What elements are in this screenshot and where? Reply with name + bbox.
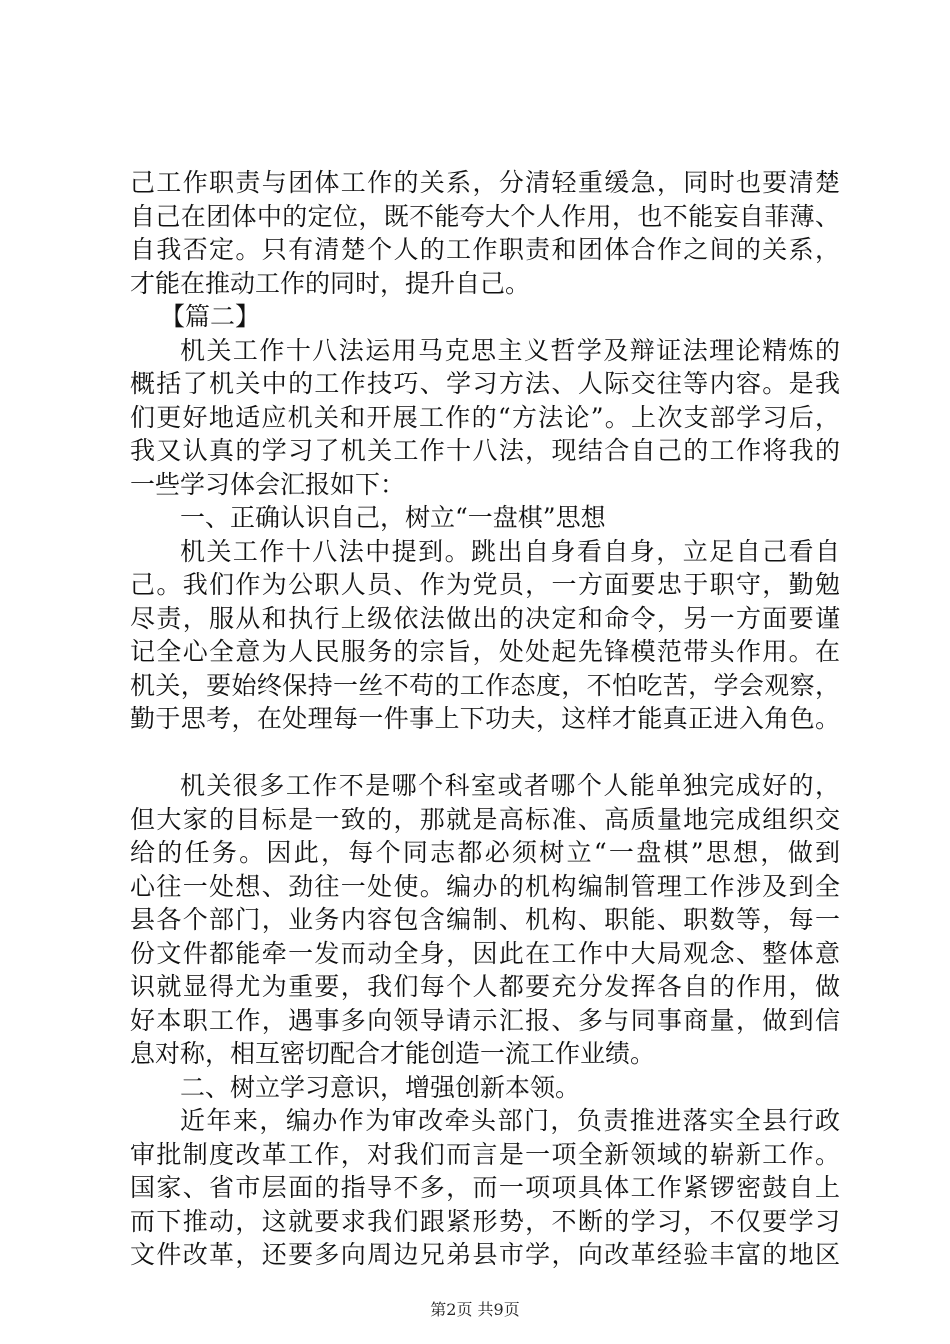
body-text: [130, 166, 840, 1272]
text-line: 审批制度改革工作，对我们而言是一项全新领域的崭新工作。: [130, 1139, 840, 1169]
text-line: 机关，要始终保持一丝不苟的工作态度，不怕吃苦，学会观察，: [130, 670, 840, 700]
text-line: 而下推动，这就要求我们跟紧形势，不断的学习，不仅要学习: [130, 1206, 840, 1236]
text-line: 近年来，编办作为审改牵头部门，负责推进落实全县行政: [180, 1106, 840, 1135]
text-line: 息对称，相互密切配合才能创造一流工作业绩。: [130, 1039, 656, 1068]
text-line: 机关工作十八法中提到。跳出自身看自身，立足自己看自: [180, 536, 840, 566]
text-line: 概括了机关中的工作技巧、学习方法、人际交往等内容。是我: [130, 369, 840, 398]
text-line: 才能在推动工作的同时，提升自己。: [130, 268, 531, 298]
subheading: 二、树立学习意识，增强创新本领。: [180, 1072, 581, 1102]
subheading: 一、正确认识自己，树立“一盘棋”思想: [180, 503, 606, 532]
text-line: 自己在团体中的定位，既不能夸大个人作用，也不能妄自菲薄、: [130, 201, 840, 231]
text-line: 自我否定。只有清楚个人的工作职责和团体合作之间的关系，: [130, 235, 840, 264]
text-line: 勤于思考，在处理每一件事上下功夫，这样才能真正进入角色。: [130, 704, 840, 733]
text-line: 己工作职责与团体工作的关系，分清轻重缓急，同时也要清楚: [130, 168, 840, 197]
text-line: 一些学习体会汇报如下：: [130, 469, 406, 499]
section-heading: 【篇二】: [160, 302, 261, 331]
text-line: 机关工作十八法运用马克思主义哲学及辩证法理论精炼的: [180, 335, 840, 365]
text-line: 份文件都能牵一发而动全身，因此在工作中大局观念、整体意: [130, 938, 840, 968]
text-line: 识就显得尤为重要，我们每个人都要充分发挥各自的作用，做: [130, 972, 840, 1001]
text-line: 记全心全意为人民服务的宗旨，处处起先锋模范带头作用。在: [130, 637, 840, 666]
text-line: 但大家的目标是一致的，那就是高标准、高质量地完成组织交: [130, 804, 840, 834]
text-line: 给的任务。因此，每个同志都必须树立“一盘棋”思想，做到: [130, 838, 840, 867]
page-number-footer: 第2页 共9页: [430, 1300, 520, 1319]
text-line: 县各个部门，业务内容包含编制、机构、职能、职数等，每一: [130, 905, 840, 934]
text-line: 机关很多工作不是哪个科室或者哪个人能单独完成好的，: [180, 771, 840, 800]
text-line: 尽责，服从和执行上级依法做出的决定和命令，另一方面要谨: [130, 603, 840, 633]
text-line: 文件改革，还要多向周边兄弟县市学，向改革经验丰富的地区: [130, 1240, 840, 1269]
text-line: 好本职工作，遇事多向领导请示汇报、多与同事商量，做到信: [130, 1005, 840, 1035]
text-line: 们更好地适应机关和开展工作的“方法论”。上次支部学习后，: [130, 402, 840, 432]
text-line: 己。我们作为公职人员、作为党员，一方面要忠于职守，勤勉: [130, 570, 840, 599]
text-line: 心往一处想、劲往一处使。编办的机构编制管理工作涉及到全: [130, 871, 840, 901]
text-line: 国家、省市层面的指导不多，而一项项具体工作紧锣密鼓自上: [130, 1173, 840, 1202]
text-line: 我又认真的学习了机关工作十八法，现结合自己的工作将我的: [130, 436, 840, 465]
paragraph-gap: [130, 736, 840, 770]
